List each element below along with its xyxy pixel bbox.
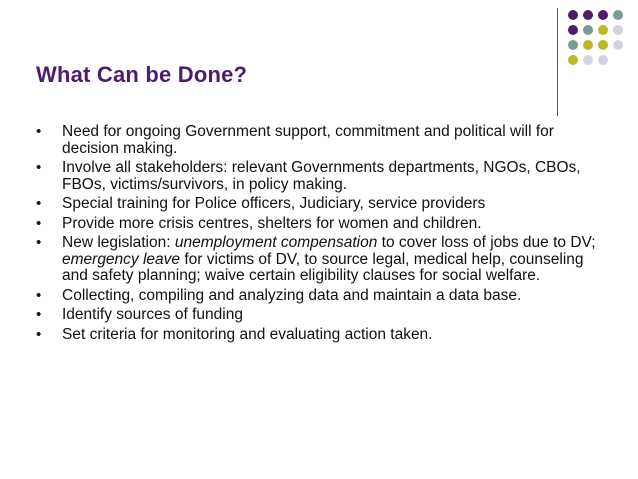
decorative-dot — [568, 40, 578, 50]
bullet-text: Special training for Police officers, Judiciary, service providers — [62, 195, 486, 212]
bullet-text-part: for victims of DV, to source legal, medical help, counseling and safety planning; waive certain eligibility clauses for social welfare. — [62, 250, 584, 284]
bullet-marker: • — [36, 325, 42, 343]
bullet-emphasis: emergency leave — [62, 250, 181, 268]
slide-title: What Can be Done? — [36, 62, 248, 87]
bullet-marker: • — [36, 286, 42, 304]
bullet-marker: • — [36, 234, 42, 251]
bullet-item — [36, 307, 596, 324]
bullet-marker: • — [36, 306, 42, 323]
bullet-item — [36, 196, 596, 213]
decorative-dot — [598, 55, 608, 65]
decorative-dot — [583, 40, 593, 50]
bullet-item — [36, 216, 596, 233]
decorative-dot — [583, 55, 593, 65]
bullet-item — [36, 327, 596, 344]
bullet-emphasis: unemployment compensation — [174, 234, 378, 251]
bullet-item — [36, 124, 596, 157]
bullet-text: Involve all stakeholders: relevant Governments departments, NGOs, CBOs, FBOs, victims/survivors, in policy making. — [62, 159, 581, 193]
bullet-text: Identify sources of funding — [62, 306, 243, 323]
decorative-dot — [568, 10, 578, 20]
bullet-text-part: to cover loss of jobs due to DV; — [377, 234, 596, 251]
bullet-marker: • — [36, 214, 42, 232]
decorative-dot — [568, 25, 578, 35]
bullet-item — [36, 160, 596, 193]
bullet-list — [36, 124, 596, 346]
decorative-dot — [613, 40, 623, 50]
decorative-dot — [583, 25, 593, 35]
decorative-dot — [598, 40, 608, 50]
bullet-item — [36, 235, 596, 285]
decorative-dot — [583, 10, 593, 20]
decorative-dot — [613, 10, 623, 20]
decorative-dot — [613, 25, 623, 35]
bullet-item — [36, 288, 596, 305]
decorative-dot — [598, 25, 608, 35]
bullet-text: Set criteria for monitoring and evaluating action taken. — [62, 325, 433, 343]
bullet-marker: • — [36, 195, 42, 212]
bullet-text: Provide more crisis centres, shelters for women and children. — [62, 214, 482, 232]
decorative-dot — [598, 10, 608, 20]
decorative-dot — [568, 55, 578, 65]
divider-line — [557, 8, 558, 116]
bullet-text-part: New legislation: — [62, 234, 175, 251]
bullet-text: Collecting, compiling and analyzing data and maintain a data base. — [62, 286, 522, 304]
bullet-marker: • — [36, 159, 42, 176]
bullet-marker: • — [36, 123, 42, 140]
bullet-text: Need for ongoing Government support, commitment and political will for decision making. — [62, 123, 554, 157]
